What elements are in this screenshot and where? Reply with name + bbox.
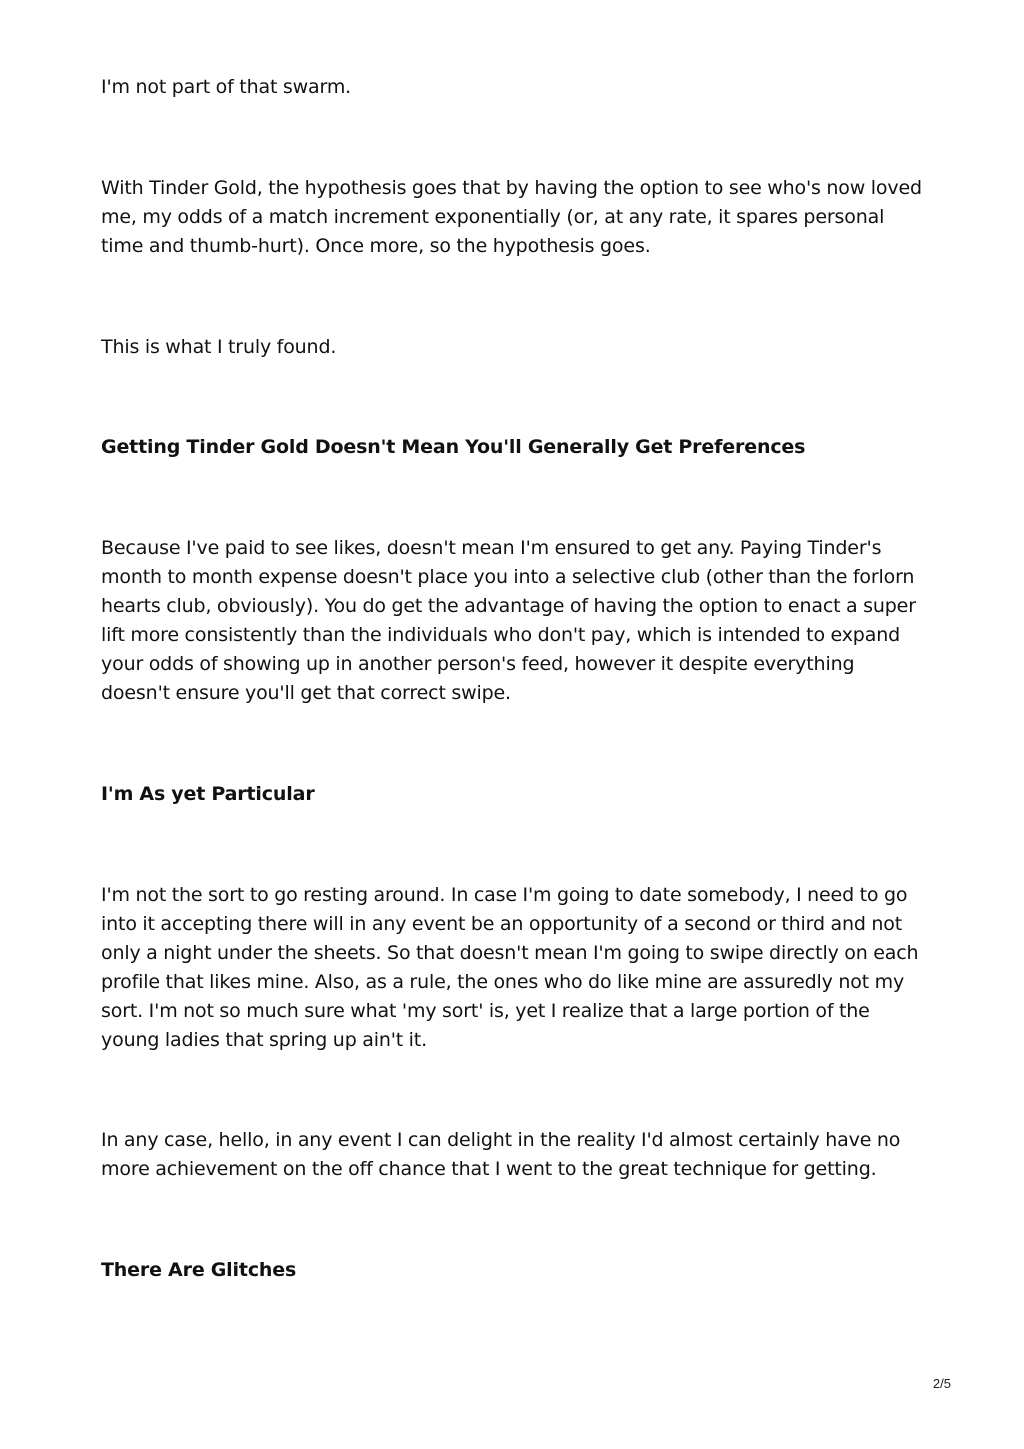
paragraph-swarm: I'm not part of that swarm. [101,76,352,98]
paragraph-paid-likes: Because I've paid to see likes, doesn't mean I'm ensured to get any. Paying Tinder's month to month expense doesn't place you into a selective club (other than the forlorn hearts club, obviously). You do get the advantage of having the option to enact a super lift more consistently than the individuals who don't pay, which is intended to expand your odds of showing up in another person's feed, however it despite everything doesn't ensure you'll get that correct swipe. [101,537,916,704]
heading-glitches: There Are Glitches [101,1259,297,1281]
paragraph-hypothesis: With Tinder Gold, the hypothesis goes that by having the option to see who's now loved me, my odds of a match increment exponentially (or, at any rate, it spares personal time and thumb-hurt). Once more, so the hypothesis goes. [101,177,922,257]
paragraph-in-any-case: In any case, hello, in any event I can delight in the reality I'd almost certainly have no more achievement on the off chance that I went to the great technique for getting. [101,1129,901,1180]
paragraph-not-the-sort: I'm not the sort to go resting around. In case I'm going to date somebody, I need to go into it accepting there will in any event be an opportunity of a second or third and not only a night under the sheets. So that doesn't mean I'm going to swipe directly on each profile that likes mine. Also, as a rule, the ones who do like mine are assuredly not my sort. I'm not so much sure what 'my sort' is, yet I realize that a large portion of the young ladies that spring up ain't it. [101,884,919,1051]
page-number: 2/5 [932,1376,951,1391]
paragraph-found: This is what I truly found. [101,336,337,358]
heading-particular: I'm As yet Particular [101,783,315,805]
heading-gold-preferences: Getting Tinder Gold Doesn't Mean You'll Generally Get Preferences [101,436,806,458]
